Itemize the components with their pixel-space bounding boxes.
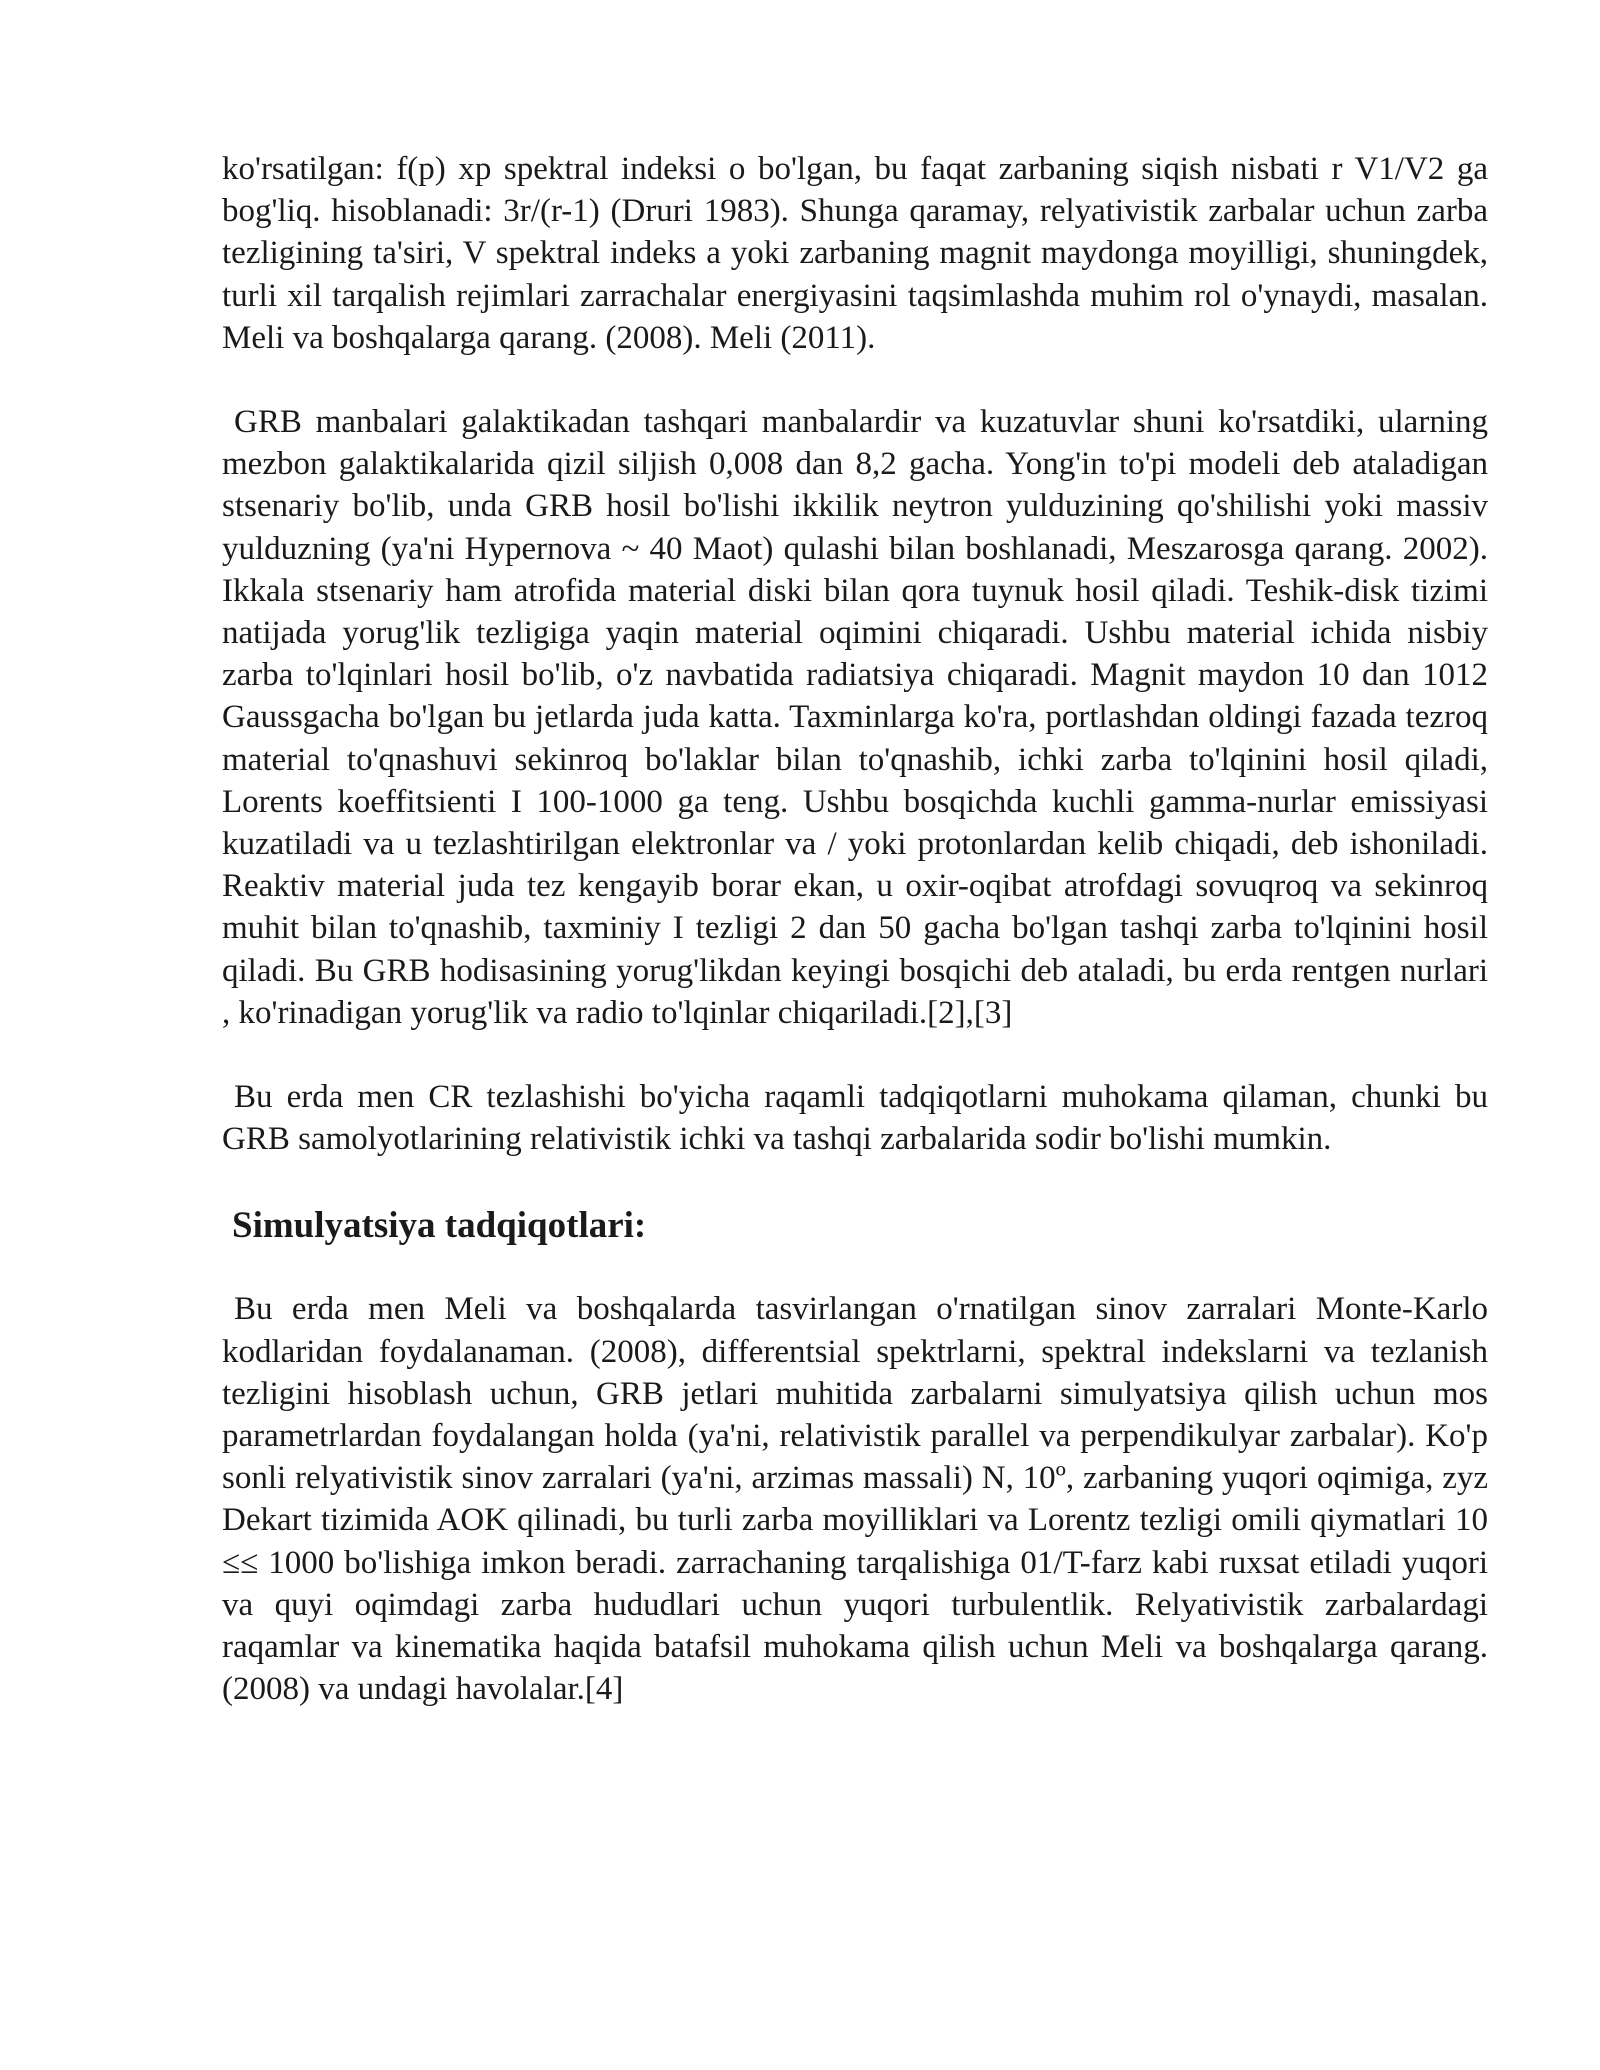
- heading-spacer: [222, 1160, 1488, 1204]
- section-heading-simulation: Simulyatsiya tadqiqotlari:: [232, 1205, 647, 1247]
- paragraph-grb-sources: GRB manbalari galaktikadan tashqari manbalardir va kuzatuvlar shuni ko'rsatdiki, ularning mezbon galaktikalarida qizil siljish 0,008 dan 8,2 gacha. Yong'in to'pi modeli deb ataladigan stsenariy bo'lib, unda GRB hosil bo'lishi ikkilik neytron yulduzining qo'shilishi yoki massiv yulduzning (ya'ni Hypernova ~ 40 Maot) qulashi bilan boshlanadi, Meszarosga qarang. 2002). Ikkala stsenariy ham atrofida material diski bilan qora tuynuk hosil qiladi. Teshik-disk tizimi natijada yorug'lik tezligiga yaqin material oqimini chiqaradi. Ushbu material ichida nisbiy zarba to'lqinlari hosil bo'lib, o'z navbatida radiatsiya chiqaradi. Magnit maydon 10 dan 1012 Gaussgacha bo'lgan bu jetlarda juda katta. Taxminlarga ko'ra, portlashdan oldingi fazada tezroq material to'qnashuvi sekinroq bo'laklar bilan to'qnashib, ichki zarba to'lqinini hosil qiladi, Lorents koeffitsienti I 100-1000 ga teng. Ushbu bosqichda kuchli gamma-nurlar emissiyasi kuzatiladi va u tezlashtirilgan elektronlar va / yoki protonlardan kelib chiqadi, deb ishoniladi. Reaktiv material juda tez kengayib borar ekan, u oxir-oqibat atrofdagi sovuqroq va sekinroq muhit bilan to'qnashib, taxminiy I tezligi 2 dan 50 gacha bo'lgan tashqi zarba to'lqinini hosil qiladi. Bu GRB hodisasining yorug'likdan keyingi bosqichi deb ataladi, bu erda rentgen nurlari , ko'rinadigan yorug'lik va radio to'lqinlar chiqariladi.[2],[3]: [222, 404, 1488, 1031]
- paragraph-spacer: [222, 359, 1488, 401]
- document-page: [222, 148, 1488, 1711]
- paragraph-shock-spectral-index: ko'rsatilgan: f(p) xp spektral indeksi o bo'lgan, bu faqat zarbaning siqish nisbati r V1/V2 ga bog'liq. hisoblanadi: 3r/(r-1) (Druri 1983). Shunga qaramay, relyativistik zarbalar uchun zarba tezligining ta'siri, V spektral indeks a yoki zarbaning magnit maydonga moyilligi, shuningdek, turli xil tarqalish rejimlari zarrachalar energiyasini taqsimlashda muhim rol o'ynaydi, masalan. Meli va boshqalarga qarang. (2008). Meli (2011).: [222, 151, 1488, 356]
- paragraph-spacer: [222, 1034, 1488, 1076]
- paragraph-cr-acceleration: Bu erda men CR tezlashishi bo'yicha raqamli tadqiqotlarni muhokama qilaman, chunki bu GRB samolyotlarining relativistik ichki va tashqi zarbalarida sodir bo'lishi mumkin.: [222, 1079, 1488, 1158]
- paragraph-monte-carlo: Bu erda men Meli va boshqalarda tasvirlangan o'rnatilgan sinov zarralari Monte-Karlo kodlaridan foydalanaman. (2008), differentsial spektrlarni, spektral indekslarni va tezlanish tezligini hisoblash uchun, GRB jetlari muhitida zarbalarni simulyatsiya qilish uchun mos parametrlardan foydalangan holda (ya'ni, relativistik parallel va perpendikulyar zarbalar). Ko'p sonli relyativistik sinov zarralari (ya'ni, arzimas massali) N, 10º, zarbaning yuqori oqimiga, zyz Dekart tizimida AOK qilinadi, bu turli zarba moyilliklari va Lorentz tezligi omili qiymatlari 10 ≤≤ 1000 bo'lishiga imkon beradi. zarrachaning tarqalishiga 01/T-farz kabi ruxsat etiladi yuqori va quyi oqimdagi zarba hududlari uchun yuqori turbulentlik. Relyativistik zarbalardagi raqamlar va kinematika haqida batafsil muhokama qilish uchun Meli va boshqalarga qarang. (2008) va undagi havolalar.[4]: [222, 1291, 1488, 1708]
- heading-spacer: [222, 1248, 1488, 1288]
